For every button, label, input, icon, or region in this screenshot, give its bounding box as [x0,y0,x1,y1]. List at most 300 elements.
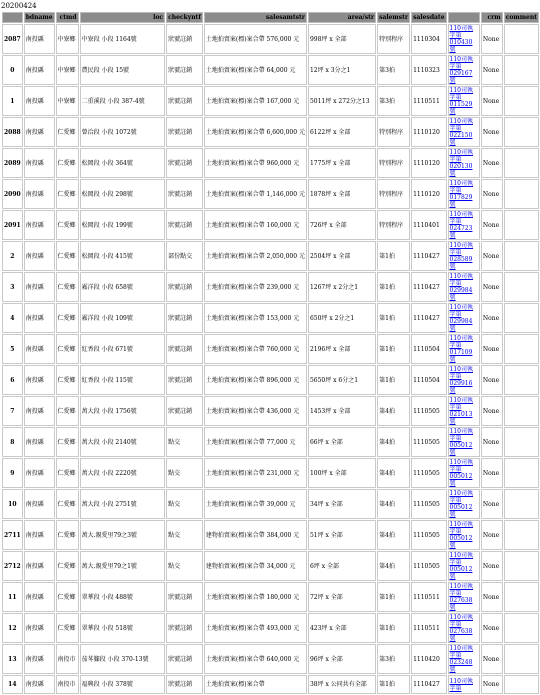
cell-ctmd: 仁愛鄉 [56,551,79,581]
cell-salesamt: 土地拍賣案(標)案合帶 [204,675,307,694]
cell-ctmd: 仁愛鄉 [56,148,79,178]
cell-loc: 翠華段 小段 488號 [80,582,166,612]
row-id: 2 [2,241,23,271]
case-link [448,489,480,519]
cell-comment [504,210,539,240]
row-id: 0 [2,55,23,85]
cell-ctmd: 仁愛鄉 [56,210,79,240]
cell-area: 1267坪 x 2分之1 [308,272,376,302]
cell-salem: 第1拍 [377,303,410,333]
cell-area: 66坪 x 全部 [308,427,376,457]
cell-area: 5011坪 x 272分之13 [308,86,376,116]
cell-salesdate: 1110511 [411,613,446,643]
table-row [2,303,539,333]
cell-salem: 第3拍 [377,86,410,116]
cell-salesdate: 1110427 [411,675,446,694]
cell-checkyntf: 點交 [166,520,203,550]
row-id: 6 [2,365,23,395]
case-number-link[interactable]: 110司執字第029167號 [449,56,473,84]
column-header: crm [481,12,503,23]
row-id: 8 [2,427,23,457]
cell-loc: 二重溪段 小段 387-4號 [80,86,166,116]
table-row [2,551,539,581]
column-header [448,12,480,23]
cell-bdname: 南投縣 [24,179,55,209]
table-row [2,582,539,612]
cell-loc: 松岡段 小段 199號 [80,210,166,240]
cell-ctmd: 南投市 [56,644,79,674]
row-id: 5 [2,334,23,364]
cell-loc: 萬大.親愛里79之3號 [80,520,166,550]
cell-checkyntf: 狀號註銷 [166,365,203,395]
cell-salem: 第3拍 [377,55,410,85]
cell-comment [504,86,539,116]
cell-loc: 松岡段 小段 415號 [80,241,166,271]
case-number-link[interactable]: 110司執字第017109號 [449,335,473,363]
cell-crm: None [481,551,503,581]
cell-salem: 第1拍 [377,675,410,694]
cell-bdname: 南投縣 [24,241,55,271]
cell-bdname: 南投縣 [24,365,55,395]
cell-checkyntf: 狀號註銷 [166,55,203,85]
cell-salesdate: 1110427 [411,272,446,302]
case-number-link[interactable]: 110司執字第027638號 [449,614,473,642]
cell-loc: 中寮段 小段 1164號 [80,24,166,54]
cell-loc: 萬大.親愛里79之1號 [80,551,166,581]
row-id: 2091 [2,210,23,240]
cell-crm: None [481,582,503,612]
cell-area: 38坪 x 公同共有全部 [308,675,376,694]
cell-salem: 第3拍 [377,644,410,674]
case-link [448,644,480,674]
cell-salesamt: 土地拍賣案(標)案合帶 6,600,000 元 [204,117,307,147]
cell-salesamt: 土地拍賣案(標)案合帶 896,000 元 [204,365,307,395]
table-row [2,365,539,395]
cell-loc: 霧洋段 小段 109號 [80,303,166,333]
cell-salem: 第4拍 [377,489,410,519]
cell-bdname: 南投縣 [24,675,55,694]
cell-area: 100坪 x 全部 [308,458,376,488]
cell-salesamt: 土地拍賣案(標)案合帶 436,000 元 [204,396,307,426]
cell-loc: 福興段 小段 378號 [80,675,166,694]
cell-crm: None [481,458,503,488]
case-link [448,334,480,364]
cell-checkyntf: 狀號註銷 [166,24,203,54]
column-header [2,12,23,23]
cell-bdname: 南投縣 [24,644,55,674]
cell-salesamt: 土地拍賣案(標)案合帶 960,000 元 [204,148,307,178]
cell-bdname: 南投縣 [24,334,55,364]
cell-salem: 第1拍 [377,613,410,643]
case-link [448,303,480,333]
table-row [2,427,539,457]
cell-comment [504,675,539,694]
table-row [2,675,539,694]
cell-salesdate: 1110427 [411,241,446,271]
case-number-link[interactable]: 110司執字第029984號 [449,273,473,301]
cell-salesamt: 建物拍賣案(標)案合帶 34,000 元 [204,551,307,581]
cell-crm: None [481,241,503,271]
case-link [448,427,480,457]
cell-checkyntf: 狀號註銷 [166,644,203,674]
case-link [448,24,480,54]
table-row [2,489,539,519]
cell-area: 6坪 x 全部 [308,551,376,581]
cell-crm: None [481,179,503,209]
column-header: salesdate [413,14,445,21]
cell-salesamt: 土地拍賣案(標)案合帶 640,000 元 [204,644,307,674]
table-row [2,24,539,54]
cell-area: 998坪 x 全部 [308,24,376,54]
cell-crm: None [481,396,503,426]
cell-comment [504,520,539,550]
cell-crm: None [481,365,503,395]
column-header: salemstr [379,14,409,21]
cell-loc: 翠華段 小段 518號 [80,613,166,643]
row-id: 3 [2,272,23,302]
case-number-link[interactable]: 110司執字第005012號 [449,428,473,456]
cell-bdname: 南投縣 [24,148,55,178]
cell-salem: 特別程序 [377,24,410,54]
cell-crm: None [481,675,503,694]
cell-loc: 茄苳腳段 小段 370-13號 [80,644,166,674]
cell-ctmd: 仁愛鄉 [56,458,79,488]
cell-comment [504,427,539,457]
cell-ctmd: 仁愛鄉 [56,365,79,395]
cell-salesamt: 土地拍賣案(標)案合帶 77,000 元 [204,427,307,457]
cell-salesamt: 土地拍賣案(標)案合帶 1,146,000 元 [204,179,307,209]
row-id: 2087 [2,24,23,54]
case-link [448,551,480,581]
case-number-link[interactable]: 110司執字第005012號 [449,459,473,487]
cell-area: 96坪 x 全部 [308,644,376,674]
cell-comment [504,148,539,178]
cell-comment [504,303,539,333]
cell-salesdate: 1110323 [411,55,446,85]
cell-salesdate: 1110505 [411,551,446,581]
cell-salesamt: 土地拍賣案(標)案合帶 493,000 元 [204,613,307,643]
cell-area: 6122坪 x 全部 [308,117,376,147]
cell-bdname: 南投縣 [24,55,55,85]
cell-comment [504,55,539,85]
cell-salem: 第4拍 [377,458,410,488]
cell-salem: 特別程序 [377,179,410,209]
table-row [2,458,539,488]
cell-comment [504,644,539,674]
cell-loc: 萬大段 小段 2220號 [80,458,166,488]
cell-salesdate: 1110427 [411,303,446,333]
cell-salesamt: 建物拍賣案(標)案合帶 384,000 元 [204,520,307,550]
cell-ctmd: 仁愛鄉 [56,489,79,519]
cell-checkyntf: 狀號註銷 [166,613,203,643]
cell-salesamt: 土地拍賣案(標)案合帶 760,000 元 [204,334,307,364]
cell-salem: 第4拍 [377,427,410,457]
row-id: 14 [2,675,23,694]
column-header: loc [80,12,166,23]
cell-ctmd: 中寮鄉 [56,24,79,54]
row-id: 7 [2,396,23,426]
row-id: 1 [2,86,23,116]
cell-loc: 農民段 小段 15號 [80,55,166,85]
cell-salesdate: 1110304 [411,24,446,54]
cell-bdname: 南投縣 [24,303,55,333]
cell-area: 34坪 x 全部 [308,489,376,519]
cell-area: 51坪 x 全部 [308,520,376,550]
cell-salesdate: 1110420 [411,644,446,674]
row-id: 9 [2,458,23,488]
case-number-link[interactable]: 110司執字第005012號 [449,521,473,549]
cell-area: 2196坪 x 全部 [308,334,376,364]
cell-checkyntf: 點交 [166,551,203,581]
cell-salesdate: 1110505 [411,427,446,457]
cell-ctmd: 仁愛鄉 [56,334,79,364]
auction-table [1,11,540,695]
cell-ctmd: 仁愛鄉 [56,179,79,209]
cell-bdname: 南投縣 [24,551,55,581]
row-id: 2712 [2,551,23,581]
cell-bdname: 南投縣 [24,272,55,302]
cell-checkyntf: 點交 [166,427,203,457]
row-id: 13 [2,644,23,674]
table-row [2,55,539,85]
cell-salesamt: 土地拍賣案(標)案合帶 239,000 元 [204,272,307,302]
cell-salesamt: 土地拍賣案(標)案合帶 2,050,000 元 [204,241,307,271]
cell-crm: None [481,303,503,333]
cell-ctmd: 中寮鄉 [56,86,79,116]
cell-crm: None [481,644,503,674]
case-link [448,241,480,271]
cell-crm: None [481,210,503,240]
case-number-link[interactable]: 110司執字第029984號 [449,304,473,332]
cell-loc: 松岡段 小段 364號 [80,148,166,178]
cell-ctmd: 中寮鄉 [56,55,79,85]
cell-ctmd: 仁愛鄉 [56,613,79,643]
cell-bdname: 南投縣 [24,210,55,240]
cell-crm: None [481,489,503,519]
cell-salesdate: 1110505 [411,520,446,550]
table-header-row [2,12,539,23]
cell-checkyntf: 狀號註銷 [166,86,203,116]
cell-checkyntf: 點交 [166,489,203,519]
case-number-link[interactable]: 110司執字第005012號 [449,552,473,580]
cell-salem: 特別程序 [377,117,410,147]
cell-crm: None [481,427,503,457]
table-row [2,117,539,147]
cell-salem: 第1拍 [377,334,410,364]
cell-comment [504,489,539,519]
cell-crm: None [481,86,503,116]
report-date: 20200424 [1,2,37,10]
cell-comment [504,458,539,488]
cell-bdname: 南投縣 [24,117,55,147]
cell-salem: 第4拍 [377,520,410,550]
cell-salesamt: 土地拍賣案(標)案合帶 160,000 元 [204,210,307,240]
column-header: area/str [308,12,376,23]
cell-salesdate: 1110511 [411,86,446,116]
table-row [2,210,539,240]
cell-checkyntf: 狀號註銷 [166,117,203,147]
cell-area: 12坪 x 3分之1 [308,55,376,85]
case-link [448,365,480,395]
cell-salem: 第1拍 [377,365,410,395]
cell-checkyntf: 狀號註銷 [166,272,203,302]
table-row [2,334,539,364]
cell-salem: 特別程序 [377,210,410,240]
cell-salesdate: 1110505 [411,458,446,488]
case-link [448,458,480,488]
column-header: ctmd [56,12,79,23]
cell-comment [504,551,539,581]
case-link [448,613,480,643]
cell-salesamt: 土地拍賣案(標)案合帶 39,000 元 [204,489,307,519]
case-number-link[interactable]: 110司執字第029916號 [449,366,473,394]
cell-checkyntf: 狀號註銷 [166,210,203,240]
cell-bdname: 南投縣 [24,520,55,550]
cell-ctmd: 仁愛鄉 [56,241,79,271]
cell-area: 650坪 x 2分之1 [308,303,376,333]
column-header: salesamtstr [204,12,307,23]
cell-checkyntf: 部份點交 [166,241,203,271]
cell-comment [504,272,539,302]
cell-salesamt: 土地拍賣案(標)案合帶 153,000 元 [204,303,307,333]
case-link [448,117,480,147]
cell-salesamt: 土地拍賣案(標)案合帶 576,000 元 [204,24,307,54]
case-link [448,272,480,302]
cell-ctmd: 仁愛鄉 [56,427,79,457]
table-row [2,241,539,271]
case-number-link[interactable]: 110司執字第020130號 [449,149,473,177]
cell-comment [504,179,539,209]
cell-area: 726坪 x 全部 [308,210,376,240]
row-id: 2088 [2,117,23,147]
cell-loc: 萬大段 小段 1756號 [80,396,166,426]
cell-loc: 萬大段 小段 2140號 [80,427,166,457]
cell-crm: None [481,55,503,85]
cell-salesdate: 1110401 [411,210,446,240]
case-link [448,396,480,426]
case-number-link[interactable]: 110司執字第027638號 [449,583,473,611]
cell-area: 1775坪 x 全部 [308,148,376,178]
cell-area: 1453坪 x 全部 [308,396,376,426]
case-number-link[interactable]: 110司執字第028589號 [449,242,473,270]
cell-salesamt: 土地拍賣案(標)案合帶 64,000 元 [204,55,307,85]
cell-crm: None [481,148,503,178]
cell-salem: 第1拍 [377,272,410,302]
cell-checkyntf: 點交 [166,458,203,488]
cell-salesdate: 1110120 [411,117,446,147]
cell-area: 5650坪 x 6分之1 [308,365,376,395]
cell-checkyntf: 狀號註銷 [166,396,203,426]
case-number-link[interactable]: 110司執字第021013號 [449,397,473,425]
cell-bdname: 南投縣 [24,86,55,116]
cell-salem: 第1拍 [377,582,410,612]
cell-checkyntf: 狀號註銷 [166,303,203,333]
case-link [448,582,480,612]
cell-checkyntf: 狀號註銷 [166,675,203,694]
case-number-link[interactable]: 110司執字第011529號 [449,87,473,115]
case-number-link[interactable]: 110司執字第 [449,677,473,692]
cell-bdname: 南投縣 [24,582,55,612]
cell-salesamt: 土地拍賣案(標)案合帶 231,000 元 [204,458,307,488]
row-id: 2711 [2,520,23,550]
cell-loc: 松岡段 小段 298號 [80,179,166,209]
cell-bdname: 南投縣 [24,427,55,457]
cell-salesdate: 1110511 [411,582,446,612]
cell-crm: None [481,334,503,364]
row-id: 2090 [2,179,23,209]
case-link [448,520,480,550]
cell-crm: None [481,117,503,147]
column-header: comment [504,12,539,23]
cell-comment [504,613,539,643]
case-link [448,210,480,240]
cell-salem: 第4拍 [377,396,410,426]
case-link [448,179,480,209]
cell-area: 1878坪 x 全部 [308,179,376,209]
table-row [2,644,539,674]
cell-checkyntf: 狀號註銷 [166,179,203,209]
table-row [2,179,539,209]
case-number-link[interactable]: 110司執字第024723號 [449,211,473,239]
cell-comment [504,117,539,147]
cell-comment [504,365,539,395]
case-number-link[interactable]: 110司執字第017829號 [449,180,473,208]
cell-comment [504,396,539,426]
cell-salesamt: 土地拍賣案(標)案合帶 167,000 元 [204,86,307,116]
cell-salesamt: 土地拍賣案(標)案合帶 180,000 元 [204,582,307,612]
cell-area: 423坪 x 全部 [308,613,376,643]
cell-loc: 萬大段 小段 2751號 [80,489,166,519]
case-link [448,86,480,116]
cell-ctmd: 仁愛鄉 [56,582,79,612]
case-number-link[interactable]: 110司執字第010430號 [449,25,473,53]
cell-ctmd: 仁愛鄉 [56,520,79,550]
row-id: 4 [2,303,23,333]
cell-loc: 曾洽段 小段 1072號 [80,117,166,147]
row-id: 12 [2,613,23,643]
row-id: 11 [2,582,23,612]
cell-salem: 第1拍 [377,241,410,271]
cell-salesdate: 1110120 [411,148,446,178]
row-id: 10 [2,489,23,519]
cell-bdname: 南投縣 [24,24,55,54]
cell-checkyntf: 狀號註銷 [166,148,203,178]
cell-salesdate: 1110505 [411,489,446,519]
cell-area: 72坪 x 全部 [308,582,376,612]
cell-comment [504,24,539,54]
case-number-link[interactable]: 110司執字第022150號 [449,118,473,146]
cell-loc: 紅香段 小段 115號 [80,365,166,395]
table-row [2,396,539,426]
cell-area: 2504坪 x 全部 [308,241,376,271]
case-number-link[interactable]: 110司執字第005012號 [449,490,473,518]
cell-ctmd: 南投市 [56,675,79,694]
cell-salesdate: 1110504 [411,365,446,395]
cell-salesdate: 1110504 [411,334,446,364]
case-link [448,148,480,178]
cell-salem: 特別程序 [377,148,410,178]
case-number-link[interactable]: 110司執字第023248號 [449,645,473,673]
cell-checkyntf: 狀號註銷 [166,334,203,364]
cell-bdname: 南投縣 [24,613,55,643]
row-id: 2089 [2,148,23,178]
cell-salem: 第4拍 [377,551,410,581]
table-row [2,86,539,116]
cell-comment [504,241,539,271]
table-row [2,272,539,302]
cell-crm: None [481,520,503,550]
cell-loc: 霧洋段 小段 658號 [80,272,166,302]
